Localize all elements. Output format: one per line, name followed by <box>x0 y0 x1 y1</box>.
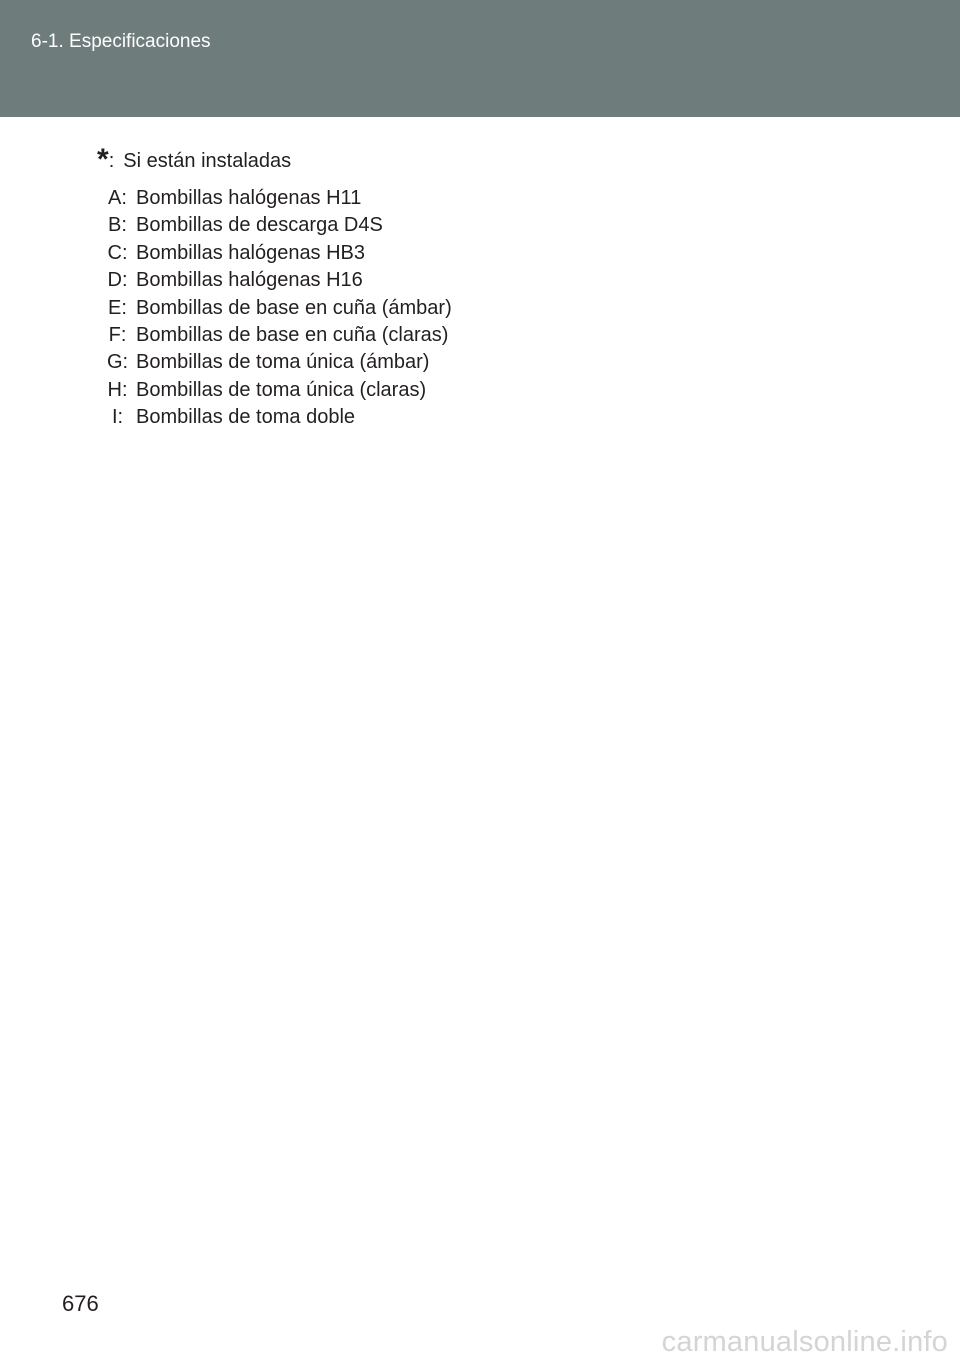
legend-text: Bombillas halógenas H11 <box>136 187 362 209</box>
legend-text: Bombillas de toma única (ámbar) <box>136 351 430 374</box>
legend-text: Bombillas de base en cuña (ámbar) <box>136 296 452 319</box>
legend-key: E: <box>108 296 127 319</box>
legend-text: Bombillas halógenas H16 <box>136 269 363 292</box>
legend-text: Bombillas de toma única (claras) <box>136 378 427 401</box>
footnote-text: Si están instaladas <box>123 150 292 172</box>
legend-key: H: <box>107 378 128 401</box>
legend-item <box>84 404 452 431</box>
legend-text: Bombillas de descarga D4S <box>136 214 383 237</box>
footnote-separator: : <box>108 150 115 172</box>
section-title: 6-1. Especificaciones <box>31 31 211 52</box>
legend-item <box>84 267 452 294</box>
legend-key: G: <box>106 351 129 374</box>
legend-key: D: <box>107 269 128 292</box>
page-number: 676 <box>62 1291 99 1316</box>
legend-item <box>84 322 452 349</box>
watermark: carmanualsonline.info <box>661 1326 948 1358</box>
footnote-marker: * <box>97 143 109 176</box>
legend-key: F: <box>108 323 127 346</box>
legend-key: B: <box>108 214 127 237</box>
header-band <box>0 0 960 117</box>
legend-text: Bombillas halógenas HB3 <box>136 241 366 264</box>
legend-key: A: <box>108 187 127 209</box>
legend-text: Bombillas de toma doble <box>136 406 356 429</box>
legend-item <box>84 349 452 376</box>
footnote <box>97 143 292 176</box>
legend-item <box>84 377 452 404</box>
legend-item <box>84 295 452 322</box>
legend-item <box>84 212 452 239</box>
bulb-type-legend <box>84 185 452 432</box>
legend-key: I: <box>111 406 124 429</box>
legend-item <box>84 185 452 212</box>
legend-item <box>84 240 452 267</box>
legend-key: C: <box>107 241 128 264</box>
legend-text: Bombillas de base en cuña (claras) <box>136 323 449 346</box>
